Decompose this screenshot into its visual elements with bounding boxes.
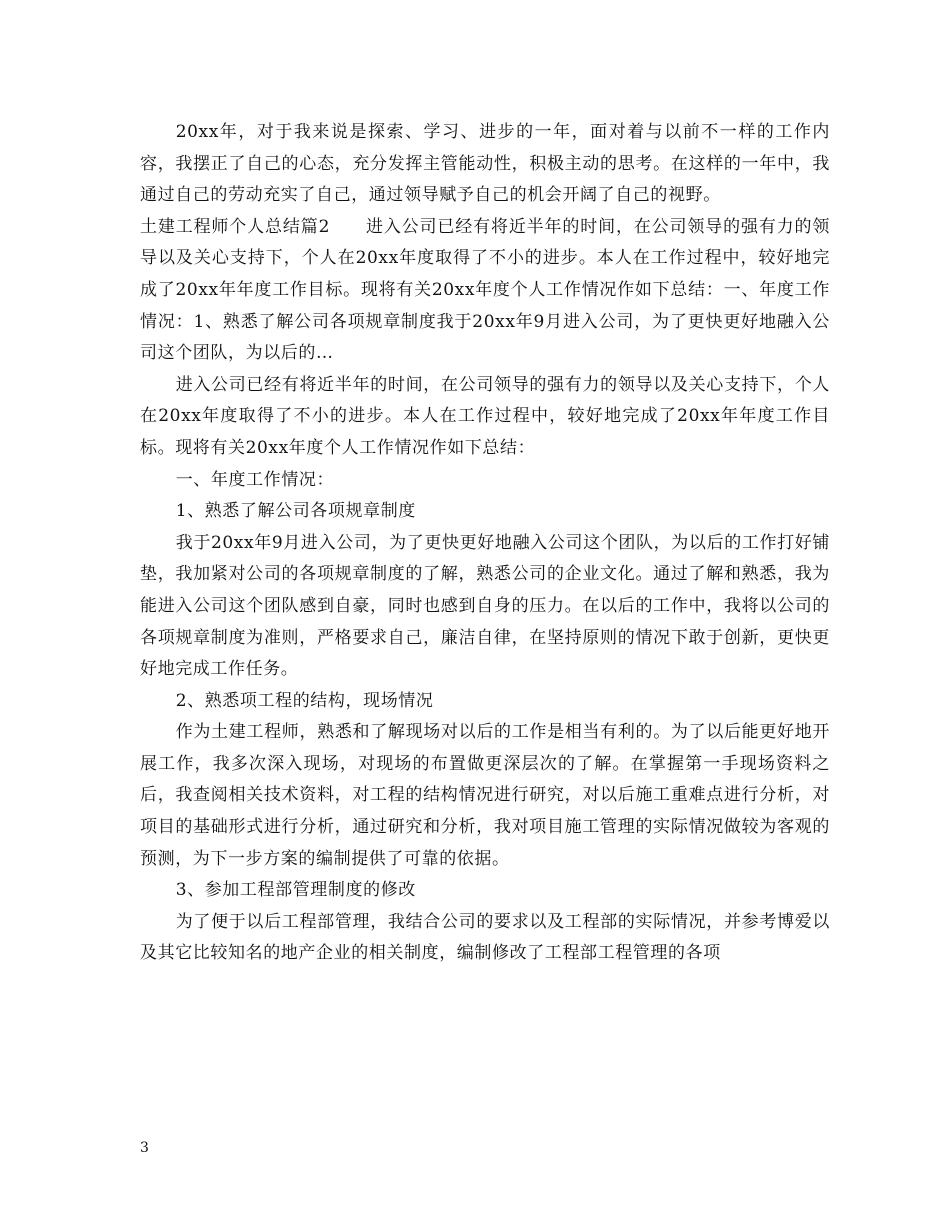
paragraph-management: 为了便于以后工程部管理，我结合公司的要求以及工程部的实际情况，并参考博爱以及其它比较知名的地产企业的相关制度，编制修改了工程部工程管理的各项 xyxy=(140,911,830,964)
paragraph-half-year: 进入公司已经有将近半年的时间，在公司领导的强有力的领导以及关心支持下，个人在20xx年度取得了不小的进步。本人在工作过程中，较好地完成了20xx年年度工作目标。现将有关20xx年度个人工作情况作如下总结： xyxy=(140,374,830,458)
subheading-structure: 2、熟悉项工程的结构，现场情况 xyxy=(175,690,434,711)
page-number: 3 xyxy=(140,1140,149,1156)
document-body xyxy=(140,117,830,970)
paragraph-rules: 我于20xx年9月进入公司，为了更快更好地融入公司这个团队，为以后的工作打好铺垫，我加紧对公司的各项规章制度的了解，熟悉公司的企业文化。通过了解和熟悉，我为能进入公司这个团队感到自豪，同时也感到自身的压力。在以后的工作中，我将以公司的各项规章制度为准则，严格要求自己，廉洁自律，在坚持原则的情况下敢于创新，更快更好地完成工作任务。 xyxy=(140,532,830,680)
subheading-rules: 1、熟悉了解公司各项规章制度 xyxy=(175,501,416,522)
section-heading-annual-work: 一、年度工作情况： xyxy=(175,469,335,490)
paragraph-summary-heading: 土建工程师个人总结篇2 进入公司已经有将近半年的时间，在公司领导的强有力的领导以及关心支持下，个人在20xx年度取得了不小的进步。本人在工作过程中，较好地完成了20xx年年度工作目标。现将有关20xx年度个人工作情况作如下总结：一、年度工作情况：1、熟悉了解公司各项规章制度我于20xx年9月进入公司，为了更快更好地融入公司这个团队，为以后的… xyxy=(140,216,830,364)
subheading-management: 3、参加工程部管理制度的修改 xyxy=(175,880,416,901)
paragraph-intro: 20xx年，对于我来说是探索、学习、进步的一年，面对着与以前不一样的工作内容，我摆正了自己的心态，充分发挥主管能动性，积极主动的思考。在这样的一年中，我通过自己的劳动充实了自己，通过领导赋予自己的机会开阔了自己的视野。 xyxy=(140,122,830,206)
paragraph-structure: 作为土建工程师，熟悉和了解现场对以后的工作是相当有利的。为了以后能更好地开展工作，我多次深入现场，对现场的布置做更深层次的了解。在掌握第一手现场资料之后，我查阅相关技术资料，对工程的结构情况进行研究，对以后施工重难点进行分析，对项目的基础形式进行分析，通过研究和分析，我对项目施工管理的实际情况做较为客观的预测，为下一步方案的编制提供了可靠的依据。 xyxy=(140,722,830,869)
